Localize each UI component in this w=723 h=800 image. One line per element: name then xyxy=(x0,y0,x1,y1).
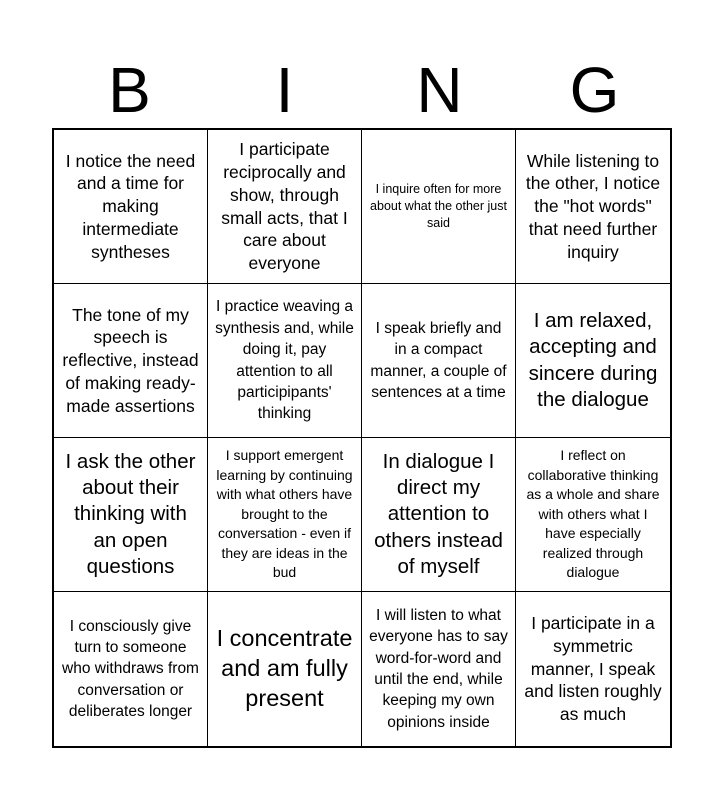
title-letter-g: G xyxy=(569,54,620,126)
bingo-cell-text: I reflect on collaborative thinking as a whole and share with others what I have especially realized through dialogue xyxy=(526,446,660,581)
bingo-cell[interactable] xyxy=(54,284,208,438)
bingo-cell[interactable] xyxy=(362,284,516,438)
bingo-cell-text: I notice the need and a time for making intermediate syntheses xyxy=(65,150,196,262)
bingo-cell[interactable] xyxy=(208,284,362,438)
bingo-cell[interactable] xyxy=(362,438,516,592)
bingo-cell-text: The tone of my speech is reflective, instead of making ready-made assertions xyxy=(62,304,199,416)
bingo-cell[interactable] xyxy=(54,438,208,592)
bingo-cell[interactable] xyxy=(516,284,670,438)
title-letter-i: I xyxy=(275,54,294,126)
title-letter-n: N xyxy=(416,54,463,126)
bingo-cell[interactable] xyxy=(516,592,670,746)
bingo-cell[interactable] xyxy=(54,592,208,746)
bingo-cell-text: While listening to the other, I notice the "hot words" that need further inquiry xyxy=(525,150,661,262)
bingo-cell[interactable] xyxy=(54,130,208,284)
bingo-cell-text: I speak briefly and in a compact manner, a couple of sentences at a time xyxy=(370,319,507,401)
bingo-cell-text: I participate reciprocally and show, through small acts, that I care about everyone xyxy=(221,139,348,273)
bingo-cell-text: I ask the other about their thinking with an open questions xyxy=(65,449,196,578)
bingo-cell[interactable] xyxy=(208,592,362,746)
bingo-cell[interactable] xyxy=(208,438,362,592)
bingo-cell[interactable] xyxy=(208,130,362,284)
bingo-cell-text: I am relaxed, accepting and sincere during the dialogue xyxy=(528,309,658,411)
bingo-board xyxy=(52,128,672,748)
bingo-cell-text: I participate in a symmetric manner, I speak and listen roughly as much xyxy=(524,613,662,725)
title-letter-b: B xyxy=(108,54,151,126)
bingo-cell-text: I will listen to what everyone has to say word-for-word and until the end, while keeping my own opinions inside xyxy=(369,606,508,731)
bingo-cell-text: In dialogue I direct my attention to others instead of myself xyxy=(374,449,503,578)
bingo-cell[interactable] xyxy=(362,130,516,284)
bingo-title xyxy=(52,55,672,125)
bingo-cell[interactable] xyxy=(516,438,670,592)
bingo-cell-text: I inquire often for more about what the other just said xyxy=(370,182,507,230)
bingo-cell-text: I consciously give turn to someone who withdraws from conversation or deliberates longer xyxy=(62,617,199,721)
bingo-cell-text: I support emergent learning by continuing with what others have brought to the conversation - even if they are ideas in the bud xyxy=(216,446,353,581)
bingo-cell-text: I practice weaving a synthesis and, while doing it, pay attention to all participipants' thinking xyxy=(215,298,354,423)
bingo-cell-text: I concentrate and am fully present xyxy=(216,625,353,711)
bingo-cell[interactable] xyxy=(362,592,516,746)
bingo-cell[interactable] xyxy=(516,130,670,284)
